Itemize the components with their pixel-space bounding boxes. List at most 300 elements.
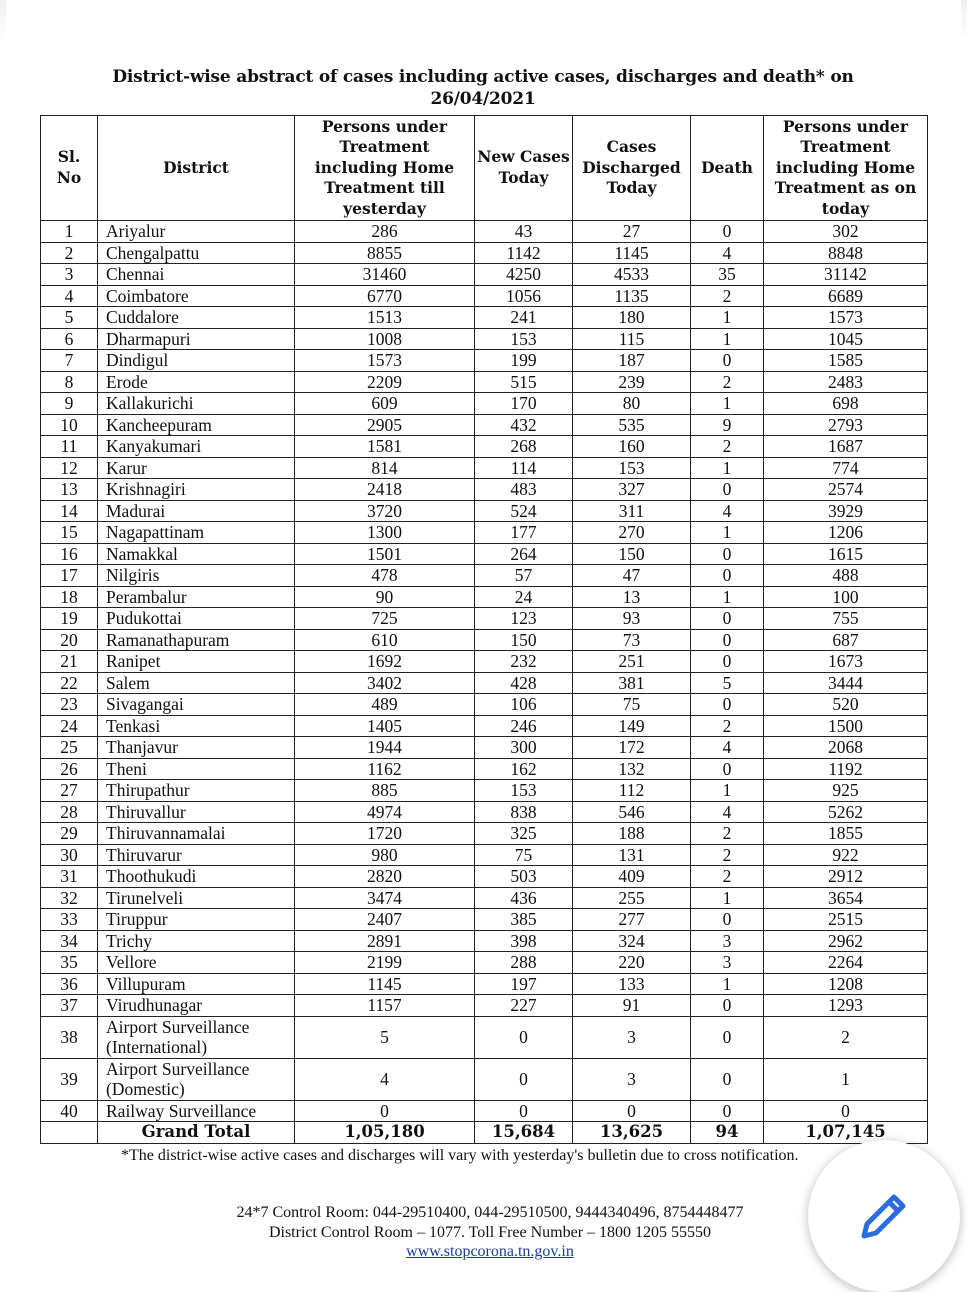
new-cases-cell: 43 <box>475 221 573 243</box>
new-cases-cell: 503 <box>475 866 573 888</box>
persons-yesterday-cell: 610 <box>295 629 475 651</box>
district-cell: Tirunelveli <box>98 887 295 909</box>
sl-cell: 29 <box>41 823 98 845</box>
death-cell: 1 <box>691 457 764 479</box>
table-row <box>41 995 928 1017</box>
new-cases-cell: 325 <box>475 823 573 845</box>
persons-yesterday-cell: 1008 <box>295 328 475 350</box>
table-row <box>41 307 928 329</box>
sl-cell: 24 <box>41 715 98 737</box>
table-row <box>41 522 928 544</box>
persons-yesterday-cell: 1501 <box>295 543 475 565</box>
discharged-cell: 73 <box>573 629 691 651</box>
persons-yesterday-cell: 3474 <box>295 887 475 909</box>
persons-today-cell: 488 <box>764 565 928 587</box>
district-cell: Ranipet <box>98 651 295 673</box>
new-cases-cell: 515 <box>475 371 573 393</box>
new-cases-cell: 114 <box>475 457 573 479</box>
table-row <box>41 608 928 630</box>
discharged-cell: 311 <box>573 500 691 522</box>
district-cell: Cuddalore <box>98 307 295 329</box>
district-cell: Kallakurichi <box>98 393 295 415</box>
table-row <box>41 866 928 888</box>
district-cell: Thoothukudi <box>98 866 295 888</box>
discharged-cell: 75 <box>573 694 691 716</box>
district-cell: Chennai <box>98 264 295 286</box>
new-cases-cell: 227 <box>475 995 573 1017</box>
district-cell: Thiruvallur <box>98 801 295 823</box>
death-cell: 2 <box>691 371 764 393</box>
table-row <box>41 285 928 307</box>
persons-yesterday-cell: 1692 <box>295 651 475 673</box>
death-cell: 1 <box>691 780 764 802</box>
persons-today-cell: 2574 <box>764 479 928 501</box>
district-cell: Perambalur <box>98 586 295 608</box>
persons-today-cell: 31142 <box>764 264 928 286</box>
discharged-cell: 3 <box>573 1058 691 1100</box>
sl-cell: 22 <box>41 672 98 694</box>
death-cell: 0 <box>691 543 764 565</box>
discharged-cell: 0 <box>573 1100 691 1122</box>
discharged-cell: 13 <box>573 586 691 608</box>
new-cases-cell: 246 <box>475 715 573 737</box>
discharged-cell: 188 <box>573 823 691 845</box>
persons-yesterday-cell: 814 <box>295 457 475 479</box>
edit-button[interactable] <box>808 1140 960 1292</box>
district-cell: Trichy <box>98 930 295 952</box>
sl-cell: 30 <box>41 844 98 866</box>
sl-cell: 34 <box>41 930 98 952</box>
persons-today-cell: 1615 <box>764 543 928 565</box>
district-cell: Tenkasi <box>98 715 295 737</box>
death-cell: 0 <box>691 758 764 780</box>
persons-today-cell: 2962 <box>764 930 928 952</box>
table-row <box>41 1058 928 1100</box>
discharged-cell: 324 <box>573 930 691 952</box>
table-row <box>41 909 928 931</box>
district-cell: Dharmapuri <box>98 328 295 350</box>
persons-today-cell: 5262 <box>764 801 928 823</box>
persons-today-cell: 1293 <box>764 995 928 1017</box>
district-cell: Thiruvarur <box>98 844 295 866</box>
death-cell: 0 <box>691 1058 764 1100</box>
discharged-cell: 150 <box>573 543 691 565</box>
discharged-cell: 180 <box>573 307 691 329</box>
death-cell: 2 <box>691 823 764 845</box>
death-cell: 0 <box>691 1016 764 1058</box>
death-cell: 1 <box>691 307 764 329</box>
district-cell: Virudhunagar <box>98 995 295 1017</box>
death-cell: 2 <box>691 285 764 307</box>
death-cell: 0 <box>691 479 764 501</box>
persons-yesterday-cell: 6770 <box>295 285 475 307</box>
table-row <box>41 1100 928 1122</box>
persons-today-cell: 3444 <box>764 672 928 694</box>
table-row <box>41 930 928 952</box>
table-row <box>41 1016 928 1058</box>
sl-cell: 14 <box>41 500 98 522</box>
sl-cell: 21 <box>41 651 98 673</box>
death-cell: 1 <box>691 393 764 415</box>
new-cases-cell: 150 <box>475 629 573 651</box>
persons-yesterday-cell: 1300 <box>295 522 475 544</box>
district-cell: Villupuram <box>98 973 295 995</box>
table-row <box>41 543 928 565</box>
persons-today-cell: 1855 <box>764 823 928 845</box>
sl-cell: 28 <box>41 801 98 823</box>
district-cell: Ramanathapuram <box>98 629 295 651</box>
persons-yesterday-cell: 1720 <box>295 823 475 845</box>
new-cases-cell: 123 <box>475 608 573 630</box>
table-row <box>41 780 928 802</box>
table-row <box>41 393 928 415</box>
persons-yesterday-cell: 1573 <box>295 350 475 372</box>
persons-today-cell: 1208 <box>764 973 928 995</box>
table-row <box>41 586 928 608</box>
contact-block <box>130 1203 850 1262</box>
table-row <box>41 952 928 974</box>
persons-today-cell: 0 <box>764 1100 928 1122</box>
header-new-cases: New Cases Today <box>475 116 573 221</box>
table-row <box>41 500 928 522</box>
new-cases-cell: 0 <box>475 1016 573 1058</box>
sl-cell: 7 <box>41 350 98 372</box>
title-line-2: 26/04/2021 <box>430 89 536 109</box>
table-row <box>41 629 928 651</box>
death-cell: 5 <box>691 672 764 694</box>
persons-today-cell: 755 <box>764 608 928 630</box>
new-cases-cell: 241 <box>475 307 573 329</box>
new-cases-cell: 385 <box>475 909 573 931</box>
discharged-cell: 115 <box>573 328 691 350</box>
discharged-cell: 535 <box>573 414 691 436</box>
table-row <box>41 328 928 350</box>
new-cases-cell: 483 <box>475 479 573 501</box>
header-sl-no: Sl. No <box>41 116 98 221</box>
persons-today-cell: 687 <box>764 629 928 651</box>
sl-cell: 10 <box>41 414 98 436</box>
discharged-cell: 381 <box>573 672 691 694</box>
sl-cell: 1 <box>41 221 98 243</box>
table-header-row <box>41 116 928 221</box>
new-cases-cell: 436 <box>475 887 573 909</box>
new-cases-cell: 232 <box>475 651 573 673</box>
persons-yesterday-cell: 4974 <box>295 801 475 823</box>
death-cell: 0 <box>691 694 764 716</box>
sl-cell: 40 <box>41 1100 98 1122</box>
persons-today-cell: 922 <box>764 844 928 866</box>
discharged-cell: 220 <box>573 952 691 974</box>
new-cases-cell: 524 <box>475 500 573 522</box>
sl-cell: 19 <box>41 608 98 630</box>
persons-today-cell: 774 <box>764 457 928 479</box>
discharged-cell: 187 <box>573 350 691 372</box>
district-cell: Chengalpattu <box>98 242 295 264</box>
district-cell: Krishnagiri <box>98 479 295 501</box>
persons-yesterday-cell: 1405 <box>295 715 475 737</box>
death-cell: 3 <box>691 952 764 974</box>
district-cell: Vellore <box>98 952 295 974</box>
sl-cell: 17 <box>41 565 98 587</box>
persons-yesterday-cell: 0 <box>295 1100 475 1122</box>
discharged-cell: 112 <box>573 780 691 802</box>
persons-yesterday-cell: 1145 <box>295 973 475 995</box>
persons-today-cell: 2264 <box>764 952 928 974</box>
total-new-cases: 15,684 <box>475 1122 573 1144</box>
district-cell: Airport Surveillance (International) <box>98 1016 295 1058</box>
sl-cell: 37 <box>41 995 98 1017</box>
persons-yesterday-cell: 2209 <box>295 371 475 393</box>
sl-cell: 33 <box>41 909 98 931</box>
table-row <box>41 737 928 759</box>
persons-today-cell: 1206 <box>764 522 928 544</box>
persons-yesterday-cell: 1944 <box>295 737 475 759</box>
persons-yesterday-cell: 2407 <box>295 909 475 931</box>
sl-cell: 3 <box>41 264 98 286</box>
persons-today-cell: 6689 <box>764 285 928 307</box>
discharged-cell: 1135 <box>573 285 691 307</box>
discharged-cell: 131 <box>573 844 691 866</box>
persons-yesterday-cell: 2891 <box>295 930 475 952</box>
new-cases-cell: 4250 <box>475 264 573 286</box>
death-cell: 0 <box>691 221 764 243</box>
new-cases-cell: 197 <box>475 973 573 995</box>
district-cell: Namakkal <box>98 543 295 565</box>
total-death: 94 <box>691 1122 764 1144</box>
sl-cell: 31 <box>41 866 98 888</box>
discharged-cell: 93 <box>573 608 691 630</box>
death-cell: 4 <box>691 500 764 522</box>
death-cell: 0 <box>691 995 764 1017</box>
persons-today-cell: 1673 <box>764 651 928 673</box>
persons-today-cell: 925 <box>764 780 928 802</box>
table-row <box>41 651 928 673</box>
district-cell: Erode <box>98 371 295 393</box>
control-room-line: 24*7 Control Room: 044-29510400, 044-29510500, 9444340496, 8754448477 <box>236 1204 744 1221</box>
persons-today-cell: 3929 <box>764 500 928 522</box>
table-row <box>41 887 928 909</box>
table-row <box>41 414 928 436</box>
new-cases-cell: 170 <box>475 393 573 415</box>
sl-cell: 12 <box>41 457 98 479</box>
persons-yesterday-cell: 478 <box>295 565 475 587</box>
header-district: District <box>98 116 295 221</box>
persons-today-cell: 1585 <box>764 350 928 372</box>
death-cell: 0 <box>691 629 764 651</box>
district-cell: Pudukottai <box>98 608 295 630</box>
new-cases-cell: 1056 <box>475 285 573 307</box>
discharged-cell: 132 <box>573 758 691 780</box>
header-persons-yesterday: Persons under Treatment including Home Treatment till yesterday <box>295 116 475 221</box>
discharged-cell: 1145 <box>573 242 691 264</box>
table-row <box>41 436 928 458</box>
new-cases-cell: 288 <box>475 952 573 974</box>
new-cases-cell: 106 <box>475 694 573 716</box>
persons-yesterday-cell: 489 <box>295 694 475 716</box>
discharged-cell: 270 <box>573 522 691 544</box>
persons-yesterday-cell: 286 <box>295 221 475 243</box>
district-cell: Theni <box>98 758 295 780</box>
persons-today-cell: 698 <box>764 393 928 415</box>
death-cell: 35 <box>691 264 764 286</box>
new-cases-cell: 838 <box>475 801 573 823</box>
sl-cell: 6 <box>41 328 98 350</box>
new-cases-cell: 153 <box>475 328 573 350</box>
death-cell: 4 <box>691 737 764 759</box>
death-cell: 2 <box>691 436 764 458</box>
death-cell: 9 <box>691 414 764 436</box>
footnote: *The district-wise active cases and discharges will vary with yesterday's bulletin due to cross notification. <box>121 1147 799 1164</box>
sl-cell: 20 <box>41 629 98 651</box>
district-cell: Madurai <box>98 500 295 522</box>
total-persons-today: 1,07,145 <box>764 1122 928 1144</box>
death-cell: 0 <box>691 1100 764 1122</box>
table-row <box>41 221 928 243</box>
persons-today-cell: 1573 <box>764 307 928 329</box>
discharged-cell: 27 <box>573 221 691 243</box>
new-cases-cell: 398 <box>475 930 573 952</box>
district-cell: Thirupathur <box>98 780 295 802</box>
table-row <box>41 715 928 737</box>
total-discharged: 13,625 <box>573 1122 691 1144</box>
district-cell: Nagapattinam <box>98 522 295 544</box>
table-row <box>41 801 928 823</box>
table-row <box>41 371 928 393</box>
discharged-cell: 327 <box>573 479 691 501</box>
persons-yesterday-cell: 1157 <box>295 995 475 1017</box>
discharged-cell: 239 <box>573 371 691 393</box>
table-row <box>41 823 928 845</box>
persons-yesterday-cell: 3402 <box>295 672 475 694</box>
discharged-cell: 47 <box>573 565 691 587</box>
persons-yesterday-cell: 1581 <box>295 436 475 458</box>
new-cases-cell: 1142 <box>475 242 573 264</box>
new-cases-cell: 432 <box>475 414 573 436</box>
total-persons-yesterday: 1,05,180 <box>295 1122 475 1144</box>
persons-yesterday-cell: 885 <box>295 780 475 802</box>
table-row <box>41 264 928 286</box>
persons-yesterday-cell: 2905 <box>295 414 475 436</box>
persons-yesterday-cell: 3720 <box>295 500 475 522</box>
death-cell: 2 <box>691 866 764 888</box>
persons-yesterday-cell: 2820 <box>295 866 475 888</box>
death-cell: 0 <box>691 565 764 587</box>
persons-today-cell: 1500 <box>764 715 928 737</box>
discharged-cell: 149 <box>573 715 691 737</box>
district-cell: Nilgiris <box>98 565 295 587</box>
total-sl-cell <box>41 1122 98 1144</box>
table-row <box>41 694 928 716</box>
discharged-cell: 277 <box>573 909 691 931</box>
death-cell: 4 <box>691 801 764 823</box>
death-cell: 1 <box>691 328 764 350</box>
district-cell: Airport Surveillance (Domestic) <box>98 1058 295 1100</box>
discharged-cell: 546 <box>573 801 691 823</box>
sl-cell: 36 <box>41 973 98 995</box>
discharged-cell: 153 <box>573 457 691 479</box>
new-cases-cell: 264 <box>475 543 573 565</box>
district-cell: Kanyakumari <box>98 436 295 458</box>
discharged-cell: 133 <box>573 973 691 995</box>
new-cases-cell: 428 <box>475 672 573 694</box>
header-discharged: Cases Discharged Today <box>573 116 691 221</box>
website-link[interactable]: www.stopcorona.tn.gov.in <box>406 1243 574 1260</box>
persons-today-cell: 2793 <box>764 414 928 436</box>
district-cell: Tiruppur <box>98 909 295 931</box>
persons-yesterday-cell: 1513 <box>295 307 475 329</box>
new-cases-cell: 162 <box>475 758 573 780</box>
death-cell: 1 <box>691 887 764 909</box>
new-cases-cell: 177 <box>475 522 573 544</box>
district-cell: Railway Surveillance <box>98 1100 295 1122</box>
district-cell: Coimbatore <box>98 285 295 307</box>
title-line-1: District-wise abstract of cases including active cases, discharges and death* on <box>112 67 854 87</box>
table-row <box>41 242 928 264</box>
district-cell: Salem <box>98 672 295 694</box>
death-cell: 0 <box>691 909 764 931</box>
sl-cell: 23 <box>41 694 98 716</box>
new-cases-cell: 300 <box>475 737 573 759</box>
persons-yesterday-cell: 8855 <box>295 242 475 264</box>
persons-yesterday-cell: 609 <box>295 393 475 415</box>
sl-cell: 39 <box>41 1058 98 1100</box>
table-row <box>41 565 928 587</box>
persons-today-cell: 100 <box>764 586 928 608</box>
persons-yesterday-cell: 2418 <box>295 479 475 501</box>
persons-today-cell: 520 <box>764 694 928 716</box>
total-label: Grand Total <box>98 1122 295 1144</box>
district-cell: Thanjavur <box>98 737 295 759</box>
district-cell: Ariyalur <box>98 221 295 243</box>
table-row <box>41 758 928 780</box>
sl-cell: 26 <box>41 758 98 780</box>
sl-cell: 13 <box>41 479 98 501</box>
death-cell: 0 <box>691 651 764 673</box>
district-cell: Karur <box>98 457 295 479</box>
new-cases-cell: 0 <box>475 1100 573 1122</box>
discharged-cell: 172 <box>573 737 691 759</box>
discharged-cell: 251 <box>573 651 691 673</box>
discharged-cell: 4533 <box>573 264 691 286</box>
persons-today-cell: 3654 <box>764 887 928 909</box>
sl-cell: 2 <box>41 242 98 264</box>
discharged-cell: 3 <box>573 1016 691 1058</box>
district-cell: Thiruvannamalai <box>98 823 295 845</box>
sl-cell: 18 <box>41 586 98 608</box>
persons-today-cell: 302 <box>764 221 928 243</box>
persons-today-cell: 1 <box>764 1058 928 1100</box>
table-row <box>41 479 928 501</box>
persons-yesterday-cell: 725 <box>295 608 475 630</box>
pencil-icon <box>856 1188 912 1244</box>
district-control-line: District Control Room – 1077. Toll Free Number – 1800 1205 55550 <box>268 1223 712 1241</box>
sl-cell: 32 <box>41 887 98 909</box>
table-row <box>41 672 928 694</box>
discharged-cell: 80 <box>573 393 691 415</box>
sl-cell: 38 <box>41 1016 98 1058</box>
death-cell: 1 <box>691 586 764 608</box>
persons-yesterday-cell: 4 <box>295 1058 475 1100</box>
death-cell: 2 <box>691 844 764 866</box>
persons-today-cell: 2068 <box>764 737 928 759</box>
persons-today-cell: 2515 <box>764 909 928 931</box>
persons-today-cell: 2483 <box>764 371 928 393</box>
persons-today-cell: 1687 <box>764 436 928 458</box>
sl-cell: 11 <box>41 436 98 458</box>
district-cell: Kancheepuram <box>98 414 295 436</box>
sl-cell: 35 <box>41 952 98 974</box>
persons-today-cell: 1045 <box>764 328 928 350</box>
